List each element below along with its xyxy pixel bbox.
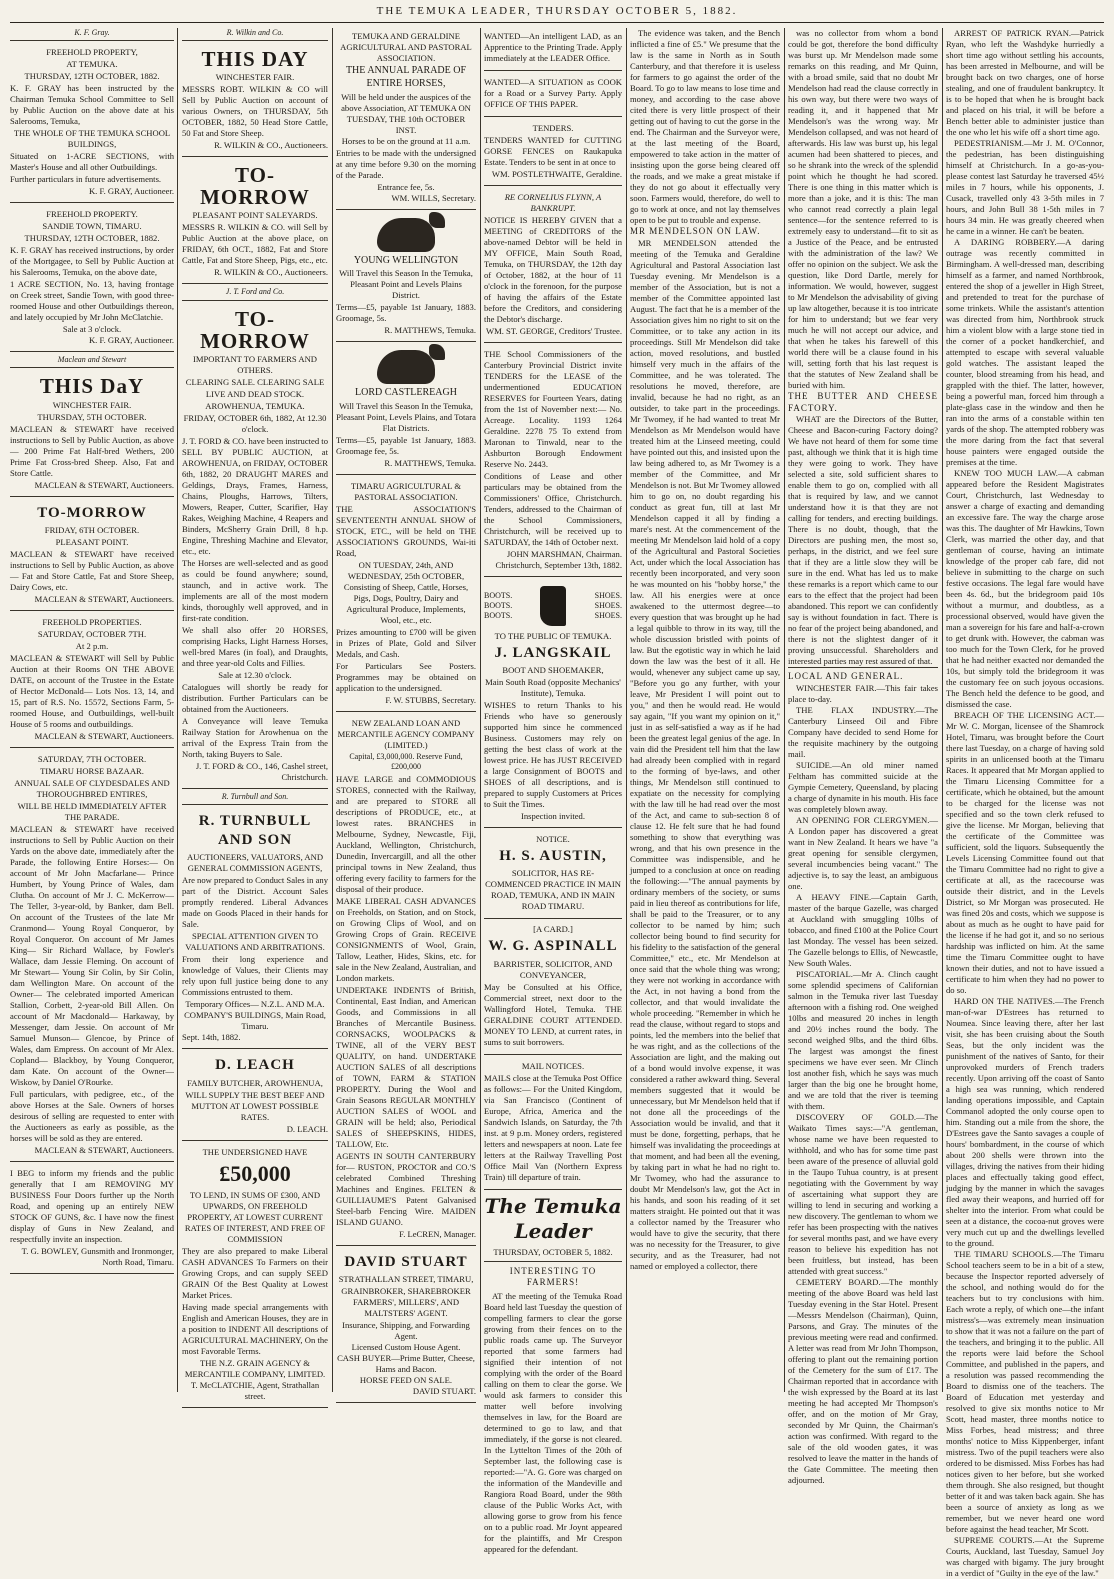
- ad-horse-feed: HORSE FEED ON SALE.: [359, 1374, 453, 1385]
- ad-special: SPECIAL ATTENTION GIVEN TO VALUATIONS AND ARBITRATIONS.: [185, 931, 325, 953]
- advertisement: [484, 346, 622, 577]
- column-1: [10, 28, 174, 1392]
- ad-invite: Inspection invited.: [521, 811, 585, 822]
- ad-signature: MACLEAN & STEWART, Auctioneers.: [34, 479, 174, 490]
- news-item: A HEAVY FINE.—Captain Garth, master of the barque Gazelle, was charged at Auckland with smuggling 10lbs of tobacco, and fined £100 at the Police Court last Monday. The vessel has been seized. The Gazelle belongs to Ellis, of Newcastle, New South Wales.: [788, 891, 938, 968]
- news-item: CEMETERY BOARD.—The monthly meeting of the above Board was held last Tuesday evening in the Star Hotel. Present—Messrs Mendelson (Chairman), Quinn, Parsons, and Gray. The minutes of the previous meeting were read and confirmed. A letter was read from Mr John Thompson, offering to plant out the remaining portion of the Cemetery for the sum of £17. The Chairman reported that in accordance with the wish expressed by the Board at its last meeting he had accepted Mr Thompson's offer, and on the motion of Mr Gray, seconded by Mr Quinn, the Chairman's action was confirmed. With regard to the sale of the old wooden gates, it was resolved to leave the matter in the hands of the Gate Committee. The meeting then adjourned.: [788, 1276, 938, 1485]
- advertisement: [336, 213, 476, 343]
- ad-signature: MACLEAN & STEWART, Auctioneers.: [34, 730, 174, 741]
- ad-body: We shall also offer 20 HORSES, comprising Hacks, Light Harness Horses, well-bred Mares (in foal), and Draughts, and three year-old Colts and Fillies.: [182, 624, 328, 668]
- ad-date: THURSDAY, 12TH OCTOBER, 1882.: [24, 71, 160, 82]
- ad-agents: AGENTS IN SOUTH CANTERBURY for— RUSTON, PROCTOR and CO.'S celebrated Combined Threshing Machines and Engines. FELTEN & GUILLIAUME'S Patent Galvanised Steel-barb Fencing Wire. MAIDEN ISLAND GUANO.: [336, 1150, 476, 1227]
- ad-headline: W. G. ASPINALL: [488, 938, 618, 955]
- article-title: INTERESTING TO FARMERS!: [509, 1265, 597, 1288]
- ad-signature: DAVID STUART.: [412, 1385, 476, 1396]
- ad-signature: F. W. STUBBS, Secretary.: [385, 695, 476, 706]
- article-paragraph: AT the meeting of the Temuka Road Board held last Tuesday the question of compelling farmers to clear the gorse growing from their fences on to the public roads came up. The Surveyor reported that some farmers had signified their intention of not complying with the order of the Board calling on them to clear the gorse. We would ask farmers to consider this matter well before involving themselves in law, for the Board are determined to go to law, and that immediately, if the gorse is not cleared. In the Lyttelton Times of the 20th of September last, the following case is reported:—"A. G. Gore was charged on the information of the Mandeville and Rangiora Road Board, under the 98th clause of the Public Works Act, with allowing gorse to grow from his fence on to a public road. Mr Joynt appeared for the plaintiffs, and Mr Crespon appeared for the defendant.: [484, 1290, 622, 1554]
- ad-date: FRIDAY, OCTOBER 6th, 1882, At 12.30 o'clock.: [183, 412, 327, 434]
- article-title: THE BUTTER AND CHEESE FACTORY.: [788, 391, 938, 413]
- ad-address: Main South Road (opposite Mechanics' Institute), Temuka.: [485, 677, 621, 699]
- ad-date: Sept. 14th, 1882.: [182, 1032, 241, 1043]
- boot-illustration-icon: [540, 586, 566, 626]
- advertisement: [182, 44, 328, 157]
- ad-headline: TO-MORROW: [200, 163, 310, 210]
- ad-signature: F. LeCREN, Manager.: [399, 1228, 476, 1239]
- ad-signature: R. WILKIN & CO., Auctioneers.: [214, 140, 328, 151]
- ad-date: SATURDAY, OCTOBER 7TH.: [37, 628, 147, 639]
- ad-shoes: SHOES. SHOES. SHOES.: [594, 590, 622, 621]
- advertisement: [484, 1058, 622, 1190]
- ad-signature: J. T. FORD & CO., 146, Cashel street, Christchurch.: [195, 760, 328, 782]
- advertisement: [336, 28, 476, 210]
- advertisement: [484, 580, 622, 828]
- article-paragraph: MR MENDELSON attended the meeting of the Temuka and Geraldine Agricultural and Pastoral Association last Tuesday evening. Mr Mendelson is a member of the Association, but is not a member of the Committee appointed last August. The fact that he is a member of the Association gives him no right to sit on the Committee, or to take any action in its proceedings. Still Mr Mendelson did take action, moved resolutions, and bustled himself very much in the affairs of the Committee, and he was tolerated. The resolutions he moved, therefore, are invalid, because he had no right, as an outsider, to take part in the proceedings. Mr Twomey, if he had wanted to treat Mr Mendelson as Mr Mendelson would have treated him at the Linseed meeting, could have pointed out this, and insisted upon the law being adhered to, as Mr Twomey is a member of the Committee, and Mr Mendelson is not. But Mr Twomey allowed him to go on, no doubt regarding his conduct as great fun, till at last Mr Mendelson capped it all by finding a mare's nest. At the commencement of the meeting Mr Mendelson laid hold of a copy of the Agricultural and Pastoral Societies Act, under which the local Association has recently been incorporated, and very soon he was mounted on his "hobby horse," the law. All his energies were at once awakened to the uttermost degree—to every question that was brought up he had a legal quibble to throw in its way, till the whole discussion bristled with points of law. But the egotistic way in which he laid down the law was the best of it all. He would, whenever any subject came up say, "Before you go any further, with your leave, Mr President I will point out to you," and then he would read. He would say again, "If you want my opinion on it," just in as self-satisfied a way as if he had been the greatest legal genius of the age. In vain did the President tell him that the law had already been complied with in regard to the forming of bye-laws, and other things, Mr Mendelson still continued to expatiate on the necessity for complying with the law till he had read over the most of the Act, and came to sub-section 8 of clause 12. He felt sure that he had found something to show that everything was wrong, and that his own presence in the Committee was indispensible, and he jumped to a conclusion at once on reading the following:—"The annual payments by ordinary members of the society, or sums paid in lieu thereof as contributions for life, shall be paid to the Treasurer, or to any collector to be named by him; such collector being bound to find security for his fidelity to the satisfaction of the general Committee," etc., etc. Mr Mendelson at once said that the whole thing was wrong; they were not working in accordance with the Act, in not having a bond from the collector, and that would invalidate the whole proceeding. "Remember in which he read the clause, without regard to stops and points, led the members into the belief that he was right, and as the collections of the Association are light, and the making out of a bond would involve expense, it was considered a rather awkward thing. Several members suggested that it would be unnecessary, but Mr Mendelson held that if not done all the proceedings of the Association would be invalid, and that it must be done, forgetting, perhaps, that he himself was invalidating the proceedings at that moment, and had been all the evening, by taking part in what he had no right to. Mr Twomey, who had the assurance to doubt Mr Mendelson's law, got the Act in his hands, and soon his reading of it set matters straight. He pointed out that it was a collector named by the Treasurer who would have to give the security, that there was no necessity for the Treasurer, to give security, and as the Treasurer, had not named or employed a collector, there: [630, 237, 780, 1271]
- ad-signature: T. G. BOWLEY, Gunsmith and Ironmonger, North Road, Timaru.: [21, 1245, 174, 1267]
- article-title: MR MENDELSON ON LAW.: [630, 226, 761, 236]
- ad-signature: MACLEAN & STEWART, Auctioneers.: [34, 1144, 174, 1155]
- ad-place: AT TEMUKA.: [66, 59, 118, 70]
- column-5: [630, 28, 780, 1392]
- advertisement: [484, 922, 622, 1054]
- ad-headline: THE ASSOCIATION'S SEVENTEENTH ANNUAL SHOW of STOCK, ETC., will be held on THE ASSOCIATION'S GROUNDS, Wai-iti Road,: [336, 504, 476, 559]
- ad-sale-time: Sale at 12.30 o'clock.: [218, 669, 292, 680]
- ad-headline: TO-MORROW: [200, 306, 310, 353]
- ad-cash: CASH BUYER—Prime Butter, Cheese, Hams and Bacon.: [337, 1352, 475, 1374]
- ad-signature: R. MATTHEWS, Temuka.: [384, 325, 476, 336]
- ad-body: MAILS close at the Temuka Post Office as follows:— For the United Kingdom, via San Francisco (Continent of Europe, Africa, America and the Sandwich Islands, on Saturday, the 7th inst. at 9 p.m. Money orders, registered letters and newspapers at noon. Late fee letters at the Railway Travelling Post Office Mail Van (Northern Express Train) till departure of train.: [484, 1072, 622, 1182]
- article-paragraph: The evidence was taken, and the Bench inflicted a fine of £5." We presume that the law is the same in North as in South Canterbury, and that therefore it is useless for farmers to go against the order of the Board. To go to law means to lose time and money, and according to the case above cited there is very little prospect of their getting out of having to cut the gorse in the end. The Chairman and the Surveyor were, at the last meeting of the Board, empowered to take action in the matter of insisting upon the gorse being cleared off the roads, and we make a great mistake if they do not go about it effectually very soon. Farmers would, therefore, do well to go to work at once, and not lay themselves open to be put to trouble and expense.: [630, 28, 780, 225]
- advertisement: [484, 189, 622, 343]
- ad-place: PLEASANT POINT.: [55, 536, 129, 547]
- ad-address: STRATHALLAN STREET, TIMARU,: [338, 1273, 474, 1284]
- ad-fee: Entrance fee, 5s.: [377, 181, 435, 192]
- column-rule: [942, 28, 943, 1392]
- ad-headline: R. TURNBULL AND SON: [198, 812, 312, 849]
- ad-title: MAIL NOTICES.: [521, 1060, 585, 1071]
- ad-date: THURSDAY, 12TH OCTOBER, 1882.: [24, 233, 160, 244]
- news-item: BREACH OF THE LICENSING ACT.—Mr W. C. Morgan, licensee of the Shamrock Hotel, Timaru, was brought before the Court there last Tuesday, on a charge of having sold spirits in an unlicensed booth at the Timaru Races. It appeared that Mr Morgan applied to the Timaru Licensing Committee for a certificate, which he obtained, but the amount to be charged for the license was not specified and so the town clerk refused to give the license. Mr Morgan, believing that the certificate of the Committee was sufficient, sold the liquors. Subsequently the Levels Licensing Committee found out that the Timaru Committee had no right to give a certificate at all, as the racecourse was outside their district, and in the Levels District, so Mr Morgan was prosecuted. He was fined 20s and costs, which we suppose is about as much as he ought to have paid for the license if he had got it, and so no serious hardship was inflicted on him. At the same time the Timaru Committee ought to have known their duties, and not to have issued a certificate to him when they had no power to do so.: [946, 710, 1104, 995]
- ad-body: MESSRS ROBT. WILKIN & CO will Sell by Public Auction on account of various Owners, on THURSDAY, 5th OCTOBER, 1882, 50 Head Store Cattle, 50 Fat and Store Sheep.: [182, 84, 328, 139]
- ad-body: WILL SUPPLY THE BEST BEEF AND MUTTON AT LOWEST POSSIBLE RATES.: [185, 1089, 325, 1122]
- ad-wanted: WANTED—An intelligent LAD, as an Apprentice to the Printing Trade. Apply immediately at the LEADER Office.: [484, 31, 622, 63]
- ad-terms: Terms—£5, payable 1st January, 1883. Groomage, 5s.: [336, 302, 476, 324]
- ad-body: They are also prepared to make Liberal CASH ADVANCES To Farmers on their Growing Crops, and can supply SEED GRAIN Of the Best Quality at Lowest Market Prices.: [182, 1245, 328, 1300]
- ad-headline: LORD CASTLEREAGH: [355, 387, 457, 399]
- column-3: [336, 28, 476, 1396]
- article-paragraph: WHAT are the Directors of the Butter, Cheese and Bacon-curing Factory doing? We have not heard of them for some time past, although we think that it is high time they were going to work. They have selected a site, sold sufficient shares to enable them to go on, complied with all that is required by law, and we cannot understand how it is that they are not calling for tenders, and erecting buildings. There is no doubt, though, that the Directors are pushing men, the most so, perhaps, in the district, and we feel sure that if they are a little slow they will be sure in the end. What has led us to make these remarks is a report which came to our ears to the effect that the project had been abandoned. This report we can confidently say is without foundation in fact. There is no fear of the project being abandoned, and there is not the slightest danger of it proving unsuccessful. Shareholders and interested parties may rest assured of that.: [788, 414, 938, 667]
- ad-note: A Conveyance will leave Temuka Railway Station for Arowhenua on the arrival of the Express Train from the North, taking Buyers to Sale.: [182, 715, 328, 759]
- ad-fair: WINCHESTER FAIR.: [52, 399, 132, 410]
- news-item: THE TIMARU SCHOOLS.—The Timaru School teachers seem to be in a bit of a stew, because the Inspector reported adversely of the school, and nothing would do for the teachers but to try conclusions with him. Each wrote a reply, of which one—the infant mistress's—was extremely mean insinuation to show that it was not a failure on the part of the teachers, and bringing it to the public. All the reports were laid before the School Committee, and published in the papers, and a resolution was passed recommending the Board to dismiss one of the teachers. The Board of Education met yesterday and resolved to give six months notice to Mr Scott, head master, three months notice to Miss Forbes, head mistress; and three months' notice to Miss Kippenberger, infant mistress. Two of the pupil teachers were also ordered to be dismissed. Miss Forbes has had notices given to her before, but she worked them through. She also resigned, but thought better of it and was taken back again. She has been a source of anxiety as long as we remember, but we never heard one word before against the head teacher, Mr Scott.: [946, 1249, 1104, 1534]
- ad-lot: THE WHOLE OF THE TEMUKA SCHOOL BUILDINGS,: [13, 128, 171, 150]
- ad-headline: THIS DaY: [39, 374, 145, 399]
- advertisement: [182, 304, 328, 789]
- ad-signature: WM. POSTLETHWAITE, Geraldine.: [491, 169, 622, 179]
- column-rule: [332, 28, 333, 1392]
- ad-sub: IMPORTANT TO FARMERS AND OTHERS.: [193, 353, 317, 375]
- ad-license: Licensed Custom House Agent.: [351, 1341, 461, 1352]
- advertisement: [484, 831, 622, 919]
- ad-wanted: WANTED—A SITUATION as COOK for a Road or a Survey Party. Apply OFFICE OF THIS PAPER.: [484, 77, 622, 109]
- advertisement: [10, 500, 174, 611]
- ad-body: NOTICE IS HEREBY GIVEN that a MEETING of CREDITORS of the above-named Debtor will be held in MY OFFICE, Main South Road, Temuka, on THURSDAY, the 12th day of October, 1882, at the hour of 11 o'clock in the forenoon, for the purpose of having the affairs of the Estate before the Creditors, and considering the Debtor's discharge.: [484, 215, 622, 324]
- ad-body: Will Travel this Season In the Temuka, Pleasant Point and Levels Plains District.: [339, 268, 473, 301]
- ad-headline: D. LEACH: [215, 1057, 295, 1074]
- ad-signature: R. WILKIN & CO., Auctioneers.: [214, 267, 328, 278]
- column-6: [788, 28, 938, 1485]
- ad-signature: WM. WILLS, Secretary.: [391, 192, 476, 203]
- news-item: ARREST OF PATRICK RYAN.—Patrick Ryan, who left the Washdyke hurriedly a short time ago without settling his accounts, has been arrested in Melbourne, and will be brought back on two charges, one of horse stealing, and one of fraudulent bankruptcy. It is to be hoped that when he is brought back and placed on his trial, it will be before a Bench better able to administer justice than the one who let his wife off a short time ago.: [946, 28, 1104, 137]
- ad-headline: H. S. AUSTIN,: [499, 848, 607, 865]
- ad-trade: BOOT AND SHOEMAKER,: [502, 665, 604, 676]
- news-item: A DARING ROBBERY.—A daring outrage was recently committed in Birmingham. A well-dressed man, describing himself as a farmer, and named Northbrook, entered the shop of a jeweller in High Street, and pretended to treat for the purchase of some trinkets. While the assistant's attention was directed from him, Northbrook struck him a violent blow with a large stone tied in the corner of a pocket handkerchief, and attempted to escape with several valuable gold watches. The assistant leaped the counter, blood streaming from his head, and grappled with the thief. The latter, however, being a powerful man, forced him through a plate-glass case in the window and then he ran into the arms of a constable within ten yards of the shop. The attempted robbery was the more daring from the fact that several house painters were engaged outside the premises at the time.: [946, 237, 1104, 467]
- ad-signature: JOHN MARSHMAN, Chairman. Christchurch, September 13th, 1882.: [495, 549, 622, 570]
- column-rule: [784, 28, 785, 1392]
- ad-body: TO LEND, IN SUMS OF £300, AND UPWARDS, ON FREEHOLD PROPERTY, AT LOWEST CURRENT RATES OF INTEREST, AND FREE OF COMMISSION: [184, 1189, 326, 1244]
- ad-note: From their long experience and knowledge of Values, their Clients may rely upon full justice being done to any Commissions entrusted to them.: [182, 954, 328, 998]
- column-rule: [480, 28, 481, 1392]
- boots-shoes-row: [484, 582, 622, 630]
- ad-body: THE School Commissioners of the Canterbury Provincial District invite TENDERS for the LEASE of the undermentioned EDUCATION RESERVES for Fourteen Years, dating from the 1st of November next:— No. Acreage. Locality. 1193 1264 Geraldine. 2278 75 To extend from Maronan to Tinwald, near to the Ashburton Borough Endowment Reserve No. 2443.: [484, 349, 622, 469]
- ad-lot-detail: Situated on 1-ACRE SECTIONS, with Master's House and all other Outbuildings.: [10, 151, 174, 173]
- ad-signature: K. F. GRAY, Auctioneer.: [88, 186, 174, 197]
- ad-body: Are now prepared to Conduct Sales in any part of the District. Account Sales promptly rendered. Liberal Advances made on Goods Placed in their hands for Sale.: [182, 875, 328, 930]
- news-item: DISCOVERY OF GOLD.—The Waikato Times says:—"A gentleman, whose name we have been requested to withhold, and who has for some time past been aware of the presence of alluvial gold in the Taupo Tuhua country, is at present negotiating with the Government by way of ascertaining what support they are willing to lend in securing and working a new discovery. The gentleman to whom we refer has been prospecting with the natives for several months past, and we have every reason to believe his expedition has not been fruitless, but instead, has been attended with great success.": [788, 1111, 938, 1276]
- ad-body: K. F. GRAY has been instructed by the Chairman Temuka School Committee to Sell by Public Auction on the above date at his Salerooms, Temuka,: [10, 83, 174, 127]
- ad-held: WILL BE HELD IMMEDIATELY AFTER THE PARADE.: [17, 800, 167, 822]
- ad-title: TEMUKA AND GERALDINE AGRICULTURAL AND PASTORAL ASSOCIATION.: [340, 31, 472, 63]
- ad-body: Insurance, Shipping, and Forwarding Agent.: [342, 1319, 470, 1341]
- ad-body: MACLEAN & STEWART have received instructions to Sell by Public Auction, as above— 200 Prime Fat Half-bred Wethers, 200 Prime Fat Cross-bred Sheep. Also, Fat and Store Cattle.: [10, 423, 174, 478]
- ad-headline: TO-MORROW: [37, 504, 147, 521]
- ad-date: FRIDAY, 6TH OCTOBER.: [44, 524, 140, 535]
- advertisement: [336, 345, 476, 475]
- news-item: AN OPENING FOR CLERGYMEN.—A London paper has discovered a great want in New Zealand. It hears we have "a great opening for sensible clergymen, several incumbencies being vacant." The adjective is, to say the least, an ambiguous one.: [788, 814, 938, 891]
- advertiser-header: K. F. Gray.: [10, 28, 174, 41]
- advertisement: [10, 1165, 174, 1274]
- ad-note: For Particulars See Posters. Programmes may be obtained on application to the undersigned.: [336, 661, 476, 694]
- ad-sub: BARRISTER, SOLICITOR, AND CONVEYANCER,: [493, 958, 613, 980]
- ad-note: Entries to be made with the undersigned at any time before 9.30 on the morning of the Parade.: [336, 147, 476, 180]
- advertiser-header: R. Wilkin and Co.: [182, 28, 328, 41]
- ad-prize: Prizes amounting to £700 will be given in Prizes of Plate, Gold and Silver Medals, and Cash.: [336, 627, 476, 660]
- ad-sale: ANNUAL SALE OF CLYDESDALES AND THOROUGHBRED ENTIRES,: [14, 777, 170, 799]
- ad-body: I BEG to inform my friends and the public generally that I am REMOVING MY BUSINESS Four Doors further up the North Road, and opening up an entirely NEW STOCK OF GUNS, &c. I have now the finest display of Guns in New Zealand, and respectfully invite an inspection.: [10, 1167, 174, 1244]
- ad-body: UNDERTAKE INDENTS of British, Continental, East Indian, and American Goods, and Commissions in all Branches of Mercantile Business. CORNSACKS, WOOLPACKS & TWINE, all of the VERY BEST QUALITY, on hand. UNDERTAKE AUCTION SALES of all descriptions of TOWN, FARM & STATION PROPERTY. During the Wool and Grain Seasons REGULAR MONTHLY AUCTION SALES of WOOL and GRAIN will be held; also, Periodical SALES of SHEEPSKINS, HIDES, TALLOW, Etc.: [336, 984, 476, 1149]
- ad-note: Further particulars in future advertisements.: [10, 174, 162, 185]
- page-masthead: THE TEMUKA LEADER, THURSDAY OCTOBER 5, 1882.: [376, 5, 738, 17]
- advertisement: [10, 751, 174, 1162]
- advertisement: [182, 160, 328, 284]
- column-rule: [177, 28, 178, 1392]
- advertiser-header: Maclean and Stewart: [10, 355, 174, 368]
- ad-note: Catalogues will shortly be ready for distribution. Further Particulars can be obtained from the Auctioneers.: [182, 681, 328, 714]
- advertisement: [484, 74, 622, 117]
- ad-body: MAKE LIBERAL CASH ADVANCES on Freeholds, on Station, and on Stock, on Growing Clips of Wool, and on Growing Crops of Grain. RECEIVE CONSIGNMENTS of Wool, Grain, Tallow, Leather, Hides, Skins, etc. for sale in the New Zealand, Australian, and London markets.: [336, 895, 476, 983]
- ad-signature: WM. ST. GEORGE, Creditors' Trustee.: [485, 326, 622, 336]
- masthead-rule: [10, 22, 1104, 23]
- ad-stock: LIVE AND DEAD STOCK.: [205, 388, 305, 399]
- news-item: HARD ON THE NATIVES.—The French man-of-war D'Estrees has returned to Noumea. Since leaving there, after her last visit, she has been cruising about the South Seas, but the only incident was the punishment of the natives of Santo, for their unprovoked murders of French traders recently. Upon arriving off the coast of Santo a high sea was running, which rendered landing operations impossible, and Captain Commanol adopted the only course open to him. Standing out a mile from the shore, the D'Estrees gave the Santo savages a couple of hours' bombardment, in the course of which about 200 shells were thrown into the villages, driving the natives from their hiding places and effectually taking good effect, judging by the manner in which the savages fled away their weapons, and hurried off for shelter into the interior. From what could be seen at a distance, the cocoa-nut groves were very much cut up and the dwellings levelled to the ground.: [946, 996, 1104, 1248]
- ad-body: K. F. GRAY has received instructions, by order of the Mortgagee, to Sell by Public Auction at his Salerooms, Temuka, on the above date,: [10, 245, 174, 278]
- ad-headline: THIS DAY: [201, 47, 309, 72]
- news-item: SUICIDE.—An old miner named Feltham has committed suicide at the Gympie Cemetery, Queensland, by placing a charge of dynamite in his mouth. His face was completely blown away.: [788, 759, 938, 814]
- ad-body: Having made special arrangements with English and American Houses, they are in a position to INDENT All descriptions of AGRICULTURAL MACHINERY, On the most Favorable Terms.: [182, 1301, 328, 1356]
- ad-note: Horses to be on the ground at 11 a.m.: [341, 135, 471, 146]
- column-rule: [626, 28, 627, 1392]
- ad-lot: 1 ACRE SECTION, No. 13, having frontage on Creek street, Sandie Town, with good three-roomed House and other Outbuildings thereon, and lately occupied by Mr John McClatchie.: [10, 279, 174, 323]
- advertisement: [484, 120, 622, 186]
- ad-time: At 2 p.m.: [75, 640, 109, 651]
- news-item: PISCATORIAL.—Mr A. Clinch caught some splendid specimens of Californian salmon in the Temuka river last Tuesday afternoon with a fishing rod. One weighed 10lbs and measured 20 inches in length and 20½ inches round the body. The second weighed 9lbs, and the third 6lbs. The largest was amongst the finest specimens we have ever seen. Mr Clinch lost another fish, which he says was much larger than the big one he brought home, and we are told that the river is teeming with them.: [788, 968, 938, 1111]
- ad-title: TENDERS.: [532, 123, 574, 133]
- news-item: SUPREME COURTS.—At the Supreme Courts, Auckland, last Tuesday, Samuel Joy was charged with bigamy. The jury brought in a verdict of "Guilty in the eye of the law.": [946, 1535, 1104, 1578]
- advertiser-header: R. Turnbull and Son.: [182, 792, 328, 805]
- advertisement: [182, 1144, 328, 1408]
- column-2: [182, 28, 328, 1401]
- advertisement: [10, 371, 174, 496]
- advertisement: [182, 1052, 328, 1140]
- ad-headline: YOUNG WELLINGTON: [353, 254, 459, 266]
- ad-amount: £50,000: [219, 1160, 291, 1186]
- horse-illustration-icon: [377, 218, 435, 252]
- ad-headline: DAVID STUART: [344, 1253, 468, 1270]
- column-4: [484, 28, 622, 1554]
- ad-title: NOTICE.: [536, 834, 570, 845]
- ad-signature: R. MATTHEWS, Temuka.: [384, 458, 476, 469]
- ad-headline: THE ANNUAL PARADE OF ENTIRE HORSES,: [345, 65, 467, 89]
- article-paragraph: was no collector from whom a bond could be got, therefore the bond difficulty was burst up. Mr Mendelson made some remarks on this reading, and Mr Quinn, with a broad smile, said that no doubt Mr Mendelson had read the clause correctly in his own way, but there were two ways of reading it, and it happened that Mr Mendelson's was the wrong way. Mr Mendelson collapsed, and was not heard of afterwards. His law was burst up, his legal acumen had been shattered to pieces, and so he shrank into the wreck of the splendid point which he thought he had scored. There is one thing in this matter which is more than a joke, and it is this: The man who cannot read correctly a plain legal sentence—for the sentence referred to is extremely easy to understand—fit to sit as a Justice of the Peace, and be entrusted with the administration of the law? We offer no opinion on the subject. We ask the question, like Dord Dartle, merely for information. We would, however, suggest to Mr Mendelson the advisability of giving up law altogether, because it is too intricate for him to understand; but we fear very much he will not accept our advice, and that when he takes his farewell of this world there will be a clause found in his will, setting forth that his last request is that the statutes of New Zealand shall be buried with him.: [788, 28, 938, 390]
- advertisement: [336, 478, 476, 712]
- news-item: KNEW TOO MUCH LAW.—A cabman appeared before the Resident Magistrates Court, Christchurch, last Wednesday to answer a charge of exacting and demanding an excessive fare. The way the charge arose was this. The daughter of Mr Hawkins, Town Clerk, was married the other day, and that gentleman of course, having an intimate knowledge of the proper cab fare, did not believe in submitting to the charge on such festive occasions. The legal fare would have been 4s. 6d., but the bridegroom paid 10s without a murmur, and doubtless, as a processional observed, would have given the man a sovereign for his fare and half-a-crown to get drunk with. However, the cabman was too much for the Town Clerk, for he proved that he had neither exacted nor demanded the 10s, but simply told the bridegroom it was the customary fee on such joyous occasions. The Bench held the defence to be good, and dismissed the case.: [946, 468, 1104, 709]
- ad-title: FREEHOLD PROPERTY,: [46, 47, 138, 58]
- ad-body: Consisting of Sheep, Cattle, Horses, Pigs, Dogs, Poultry, Dairy and Agricultural Produce, Implements, Wool, etc., etc.: [343, 582, 469, 626]
- ad-office: Temporary Offices— N.Z.L. AND M.A. COMPANY'S BUILDINGS, Main Road, Timaru.: [184, 999, 326, 1032]
- ad-body: TENDERS WANTED for CUTTING GORSE FENCES on Raukapuka Estate. Tenders to be sent in at once to: [484, 135, 622, 167]
- ad-body: Will be held under the auspices of the above Association, AT TEMUKA ON TUESDAY, THE 10th OCTOBER INST.: [341, 91, 471, 135]
- ad-capital: Capital, £3,000,000. Reserve Fund, £200,000: [349, 752, 463, 772]
- advertisement: [182, 808, 328, 1049]
- ad-title: [A CARD.]: [533, 924, 573, 935]
- ad-to: TO THE PUBLIC OF TEMUKA.: [494, 631, 612, 641]
- article-body: [484, 1291, 622, 1555]
- ad-sub: SOLICITOR, HAS RE-COMMENCED PRACTICE IN MAIN ROAD, TEMUKA, AND IN MAIN ROAD TIMARU.: [485, 868, 621, 912]
- ad-body: MESSRS R. WILKIN & CO. will Sell by Public Auction at the above place, on FRIDAY, 6th OCT., 1882, Fat and Store Cattle, Fat and Store Sheep, Pigs, etc., etc.: [182, 222, 328, 266]
- advertisement: [10, 44, 174, 203]
- ad-date: SATURDAY, 7TH OCTOBER.: [37, 753, 147, 764]
- ad-body: MACLEAN & STEWART have received instructions to Sell by Public Auction, as above— Fat and Store Cattle, Fat and Store Sheep, Dairy Cows, etc.: [10, 548, 174, 592]
- ad-sub: AUCTIONEERS, VALUATORS, AND GENERAL COMMISSION AGENTS,: [186, 852, 324, 874]
- ad-terms: Terms—£5, payable 1st January, 1883. Groomage fee, 5s.: [336, 435, 476, 457]
- horse-illustration-icon: [377, 350, 435, 384]
- ad-place: PLEASANT POINT SALEYARDS.: [192, 210, 318, 221]
- ad-note: Full particulars, with pedigree, etc., of the above Horses at the Sale. Owners of horses desirous of selling are requested to enter with the Auctioneers as early as possible, as the horses will be sold as they are entered.: [10, 1088, 174, 1143]
- ad-date: THURSDAY, 5TH OCTOBER.: [37, 411, 147, 422]
- ad-body: MACLEAN & STEWART have received instructions to Sell by Public Auction on their Yards on the above date, immediately after the Parade, the following Entire Horses:— On account of Mr John Macfarlane— Prince Humbert, by Young Prince of Wales, dam Clutha. On account of Mr J. C. McKerrow— The Teller, 3-year-old, by Banker, dam Bell. On account of the Trustees of the late Mr Cranmond— Young Royal Conqueror, by Royal Conqueror. On account of Mr James King— Sir Richard Wallace, by Fowler's Wallace, dam Jessie Fleming. On account of Mr Stewart— Young Sir Colin, by Sir Colin, dam Wellington Mare. On account of the Owner— The celebrated imported American Stallion, Corbett, 2-year-old Bill Allen. On account of Mr Macdonald— Harkaway, by Messenger, dam Jessie. On account of Mr Samuel Munson— Glencoe, by Prince of Wales, dam Empress. On account of Mr Alex. Copland— Blackboy, by Young Conqueror, dam Kate. On account of the Owner— Wiskow, by Daniel O'Rourke.: [10, 823, 174, 1087]
- ad-title: NEW ZEALAND LOAN AND MERCANTILE AGENCY COMPANY (LIMITED.): [337, 718, 475, 751]
- ad-sale: CLEARING SALE. CLEARING SALE: [185, 376, 325, 387]
- news-item: THE FLAX INDUSTRY.—The Canterbury Linseed Oil and Fibre Company have decided to send Home for the requisite machinery by the outgoing mail.: [788, 704, 938, 759]
- newspaper-masthead: The Temuka Leader: [484, 1193, 622, 1244]
- ad-place: SANDIE TOWN, TIMARU.: [42, 221, 142, 232]
- section-title: LOCAL AND GENERAL.: [788, 667, 938, 683]
- ad-sub: FAMILY BUTCHER, AROWHENUA,: [187, 1077, 323, 1088]
- news-item: WINCHESTER FAIR.—This fair takes place to-day.: [788, 682, 938, 704]
- ad-title: TIMARU HORSE BAZAAR.: [40, 765, 144, 776]
- ad-signature: K. F. GRAY, Auctioneer.: [88, 335, 174, 346]
- advertisement: [336, 715, 476, 1245]
- ad-date: ON TUESDAY, 24th, AND WEDNESDAY, 25th OCTOBER,: [347, 560, 465, 582]
- ad-body: WISHES to return Thanks to his Friends who have so generously supported him since he commenced Business. Customers may rely on getting the best class of work at the lowest price. He has JUST RECEIVED a large Consignment of BOOTS and SHOES of all descriptions, and is prepared to supply Customers at Prices to Suit the Times.: [484, 700, 622, 810]
- ad-body: HAVE LARGE and COMMODIOUS STORES, connected with the Railway, and are prepared to STORE all descriptions of PRODUCE, etc., at lowest rates. BRANCHES in Melbourne, Sydney, Newcastle, Fiji, Auckland, Wellington, Christchurch, Dunedin, Invercargill, and all the other principal towns in New Zealand, thus offering every facility to farmers for the disposal of their produce.: [336, 773, 476, 894]
- advertisement: [10, 206, 174, 352]
- ad-body: THE UNDERSIGNED HAVE: [202, 1146, 308, 1157]
- masthead-date: THURSDAY, OCTOBER 5, 1882.: [484, 1247, 622, 1262]
- ad-title: FREEHOLD PROPERTY.: [46, 209, 138, 220]
- ad-boots: BOOTS. BOOTS. BOOTS.: [484, 590, 513, 621]
- ad-body: Will Travel this Season In the Temuka, Pleasant Point, Levels Plains, and Totara Flat Districts.: [336, 401, 476, 434]
- ad-title: TIMARU AGRICULTURAL & PASTORAL ASSOCIATION.: [350, 481, 462, 503]
- ad-body: Conditions of Lease and other particulars may be obtained from the Commissioners' Office, Christchurch. Tenders, addressed to the Chairman of the School Commissioners, Christchurch, will be received up to SATURDAY, the 14th of October next.: [484, 471, 622, 547]
- ad-body: The Horses are well-selected and as good as could be found anywhere; sound, staunch, and in active work. The implements are all of the most modern kinds, thoroughly well approved, and in first-rate condition.: [182, 557, 328, 623]
- advertisement: [484, 28, 622, 71]
- ad-body: May be Consulted at his Office, Commercial street, next door to the Wallingford Hotel, Temuka. THE GERALDINE COURT ATTENDED. MONEY TO LEND, at current rates, in sums to suit borrowers.: [484, 981, 622, 1047]
- ad-signature: D. LEACH.: [286, 1123, 328, 1134]
- ad-signature: MACLEAN & STEWART, Auctioneers.: [34, 593, 174, 604]
- ad-sale-time: Sale at 3 o'clock.: [62, 324, 122, 335]
- ad-body: GRAINBROKER, SHAREBROKER FARMERS', MILLERS', AND MALTSTERS' AGENT.: [341, 1285, 471, 1318]
- column-7: [946, 28, 1104, 1578]
- ad-body: MACLEAN & STEWART will Sell by Public Auction at their Rooms ON THE ABOVE DATE, on account of the Trustee in the Estate of Hector McDonald— Lots Nos. 13, 14, and 15, part of R.S. No. 15572, Sections Farm, 5-roomed House, and Outbuildings, well-built House of 5 rooms and outbuildings.: [10, 652, 174, 729]
- ad-place: AROWHENUA, TEMUKA.: [205, 400, 305, 411]
- advertisement: [336, 1249, 476, 1403]
- ad-title: FREEHOLD PROPERTIES.: [42, 616, 142, 627]
- ad-fair: WINCHESTER FAIR.: [215, 72, 295, 83]
- news-item: PEDESTRIANISM.—Mr J. M. O'Connor, the pedestrian, has been distinguishing himself at Christchurch. In a go-as-you-please contest last Saturday he traversed 45½ miles in 7 hours, while his opponents, J. Cusack, travelled only 43 3-5th miles in 7 hours, and John Bull 38 1-5th miles in 7 hours 34 min. He was greatly cheered when he came in a winner. He can't be beaten.: [946, 138, 1104, 236]
- ad-title: RE CORNELIUS FLYNN, A BANKRUPT.: [504, 192, 602, 213]
- ad-signature: THE N.Z. GRAIN AGENCY & MERCANTILE COMPANY, LIMITED. T. McCLATCHIE, Agent, Strathallan street.: [184, 1357, 326, 1401]
- advertisement: [10, 614, 174, 748]
- ad-headline: J. LANGSKAIL: [494, 645, 612, 661]
- ad-body: J. T. FORD & CO. have been instructed to SELL BY PUBLIC AUCTION, at AROWHENUA, on FRIDAY, OCTOBER 6th, 1882, 20 DRAUGHT MARES and Geldings, Drays, Frames, Harness, Chains, Ploughs, Harrows, Tilters, Mowers, Reaper, Cutter, Scarifier, Hay Rakes, Weighing Machine, 4 Reapers and Binders, McSherry Grain Drill, 8 h.p. Engine, Threshing Machine and Elevator, etc., etc.: [182, 435, 328, 556]
- advertiser-header: J. T. Ford and Co.: [182, 287, 328, 300]
